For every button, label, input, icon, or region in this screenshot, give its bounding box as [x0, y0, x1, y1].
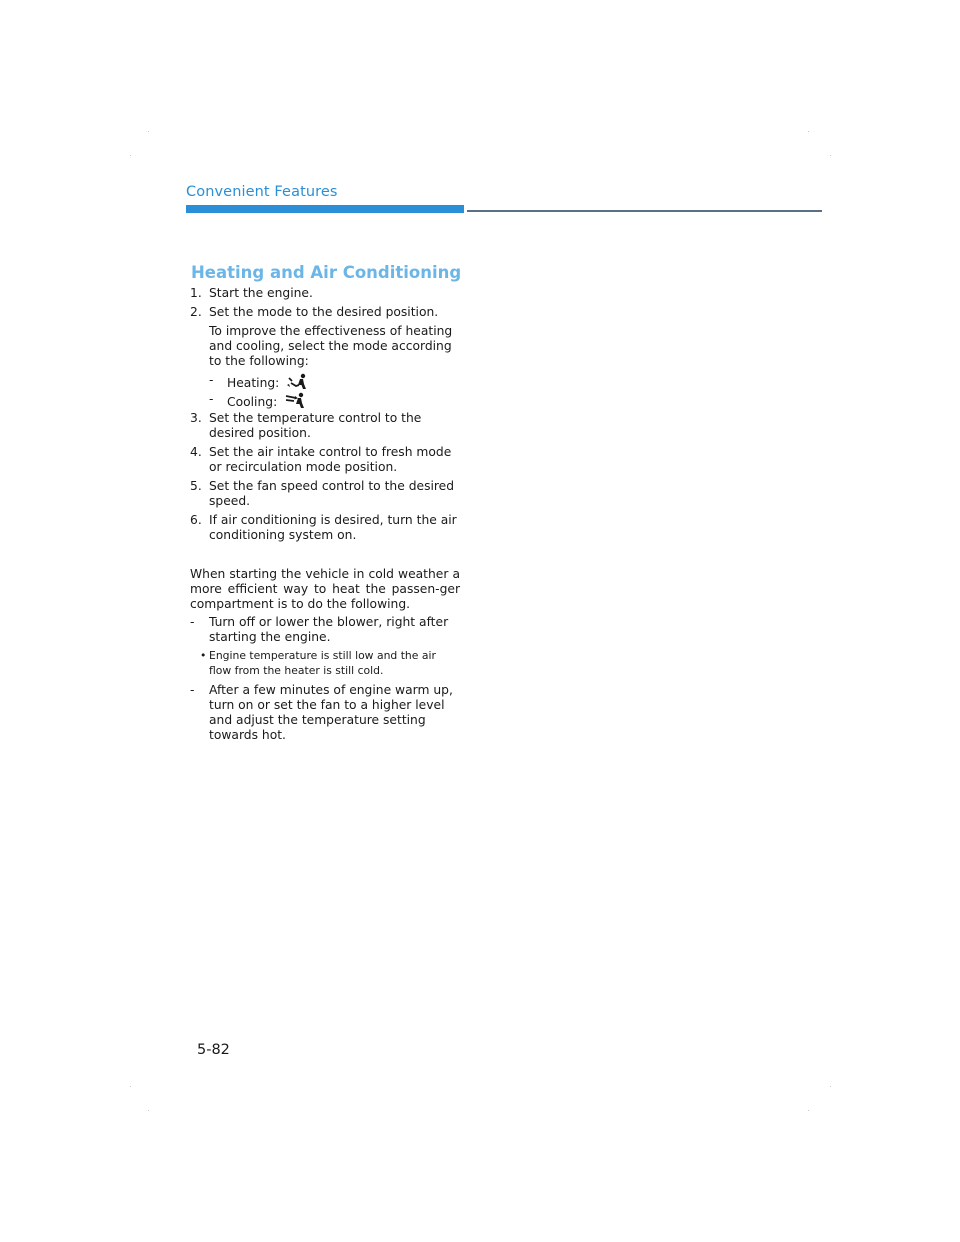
dash: -: [190, 615, 195, 629]
item-text: After a few minutes of engine warm up, turn on or set the fan to a higher level and adjust the temperature setting towards hot.: [209, 683, 453, 742]
cold-weather-bullet: [190, 649, 460, 678]
step-number: 6.: [190, 513, 202, 527]
dash: -: [209, 392, 214, 406]
step-number: 1.: [190, 286, 202, 300]
mode-label: Heating:: [227, 376, 280, 390]
step-4: [190, 445, 460, 475]
step-number: 3.: [190, 411, 202, 425]
bullet-text: Engine temperature is still low and the air flow from the heater is still cold.: [209, 649, 436, 677]
step-text: Start the engine.: [209, 286, 313, 300]
step-6: [190, 513, 460, 543]
dash: -: [190, 683, 195, 697]
crop-mark: [130, 1086, 131, 1087]
bullet-dot: •: [200, 649, 207, 662]
section-label: Convenient Features: [186, 184, 338, 200]
crop-mark: [148, 1110, 149, 1111]
step-2: [190, 305, 460, 320]
main-content: [190, 286, 460, 747]
step-2-note: To improve the effectiveness of heating and cooling, select the mode according to the following:: [209, 324, 453, 368]
crop-mark: [808, 1110, 809, 1111]
crop-mark: [808, 131, 809, 132]
step-5: [190, 479, 460, 509]
crop-mark: [130, 155, 131, 156]
step-text: Set the temperature control to the desired position.: [209, 411, 422, 440]
face-mode-icon: [284, 392, 306, 410]
page-number: 5-82: [197, 1042, 230, 1058]
step-text: Set the mode to the desired position.: [209, 305, 439, 319]
cold-weather-intro: When starting the vehicle in cold weather a more efficient way to heat the passen-ger compartment is to do the following.: [190, 567, 460, 611]
step-number: 4.: [190, 445, 202, 459]
item-text: Turn off or lower the blower, right after starting the engine.: [209, 615, 449, 644]
floor-mode-icon: [286, 373, 308, 391]
cold-weather-item-2: [190, 683, 460, 743]
page-title: Heating and Air Conditioning: [191, 263, 462, 282]
cold-weather-item-1: [190, 615, 460, 645]
header-rule: [467, 210, 822, 212]
step-3: [190, 411, 460, 441]
mode-cooling: [190, 392, 460, 407]
step-1: [190, 286, 460, 301]
header-accent-bar: [186, 205, 464, 213]
crop-mark: [830, 155, 831, 156]
mode-heating: [190, 373, 460, 388]
step-text: Set the air intake control to fresh mode or recirculation mode position.: [209, 445, 452, 474]
step-text: Set the fan speed control to the desired speed.: [209, 479, 455, 508]
crop-mark: [148, 131, 149, 132]
step-number: 2.: [190, 305, 202, 319]
step-number: 5.: [190, 479, 202, 493]
mode-label: Cooling:: [227, 395, 278, 409]
crop-mark: [830, 1086, 831, 1087]
dash: -: [209, 373, 214, 387]
step-text: If air conditioning is desired, turn the air conditioning system on.: [209, 513, 457, 542]
